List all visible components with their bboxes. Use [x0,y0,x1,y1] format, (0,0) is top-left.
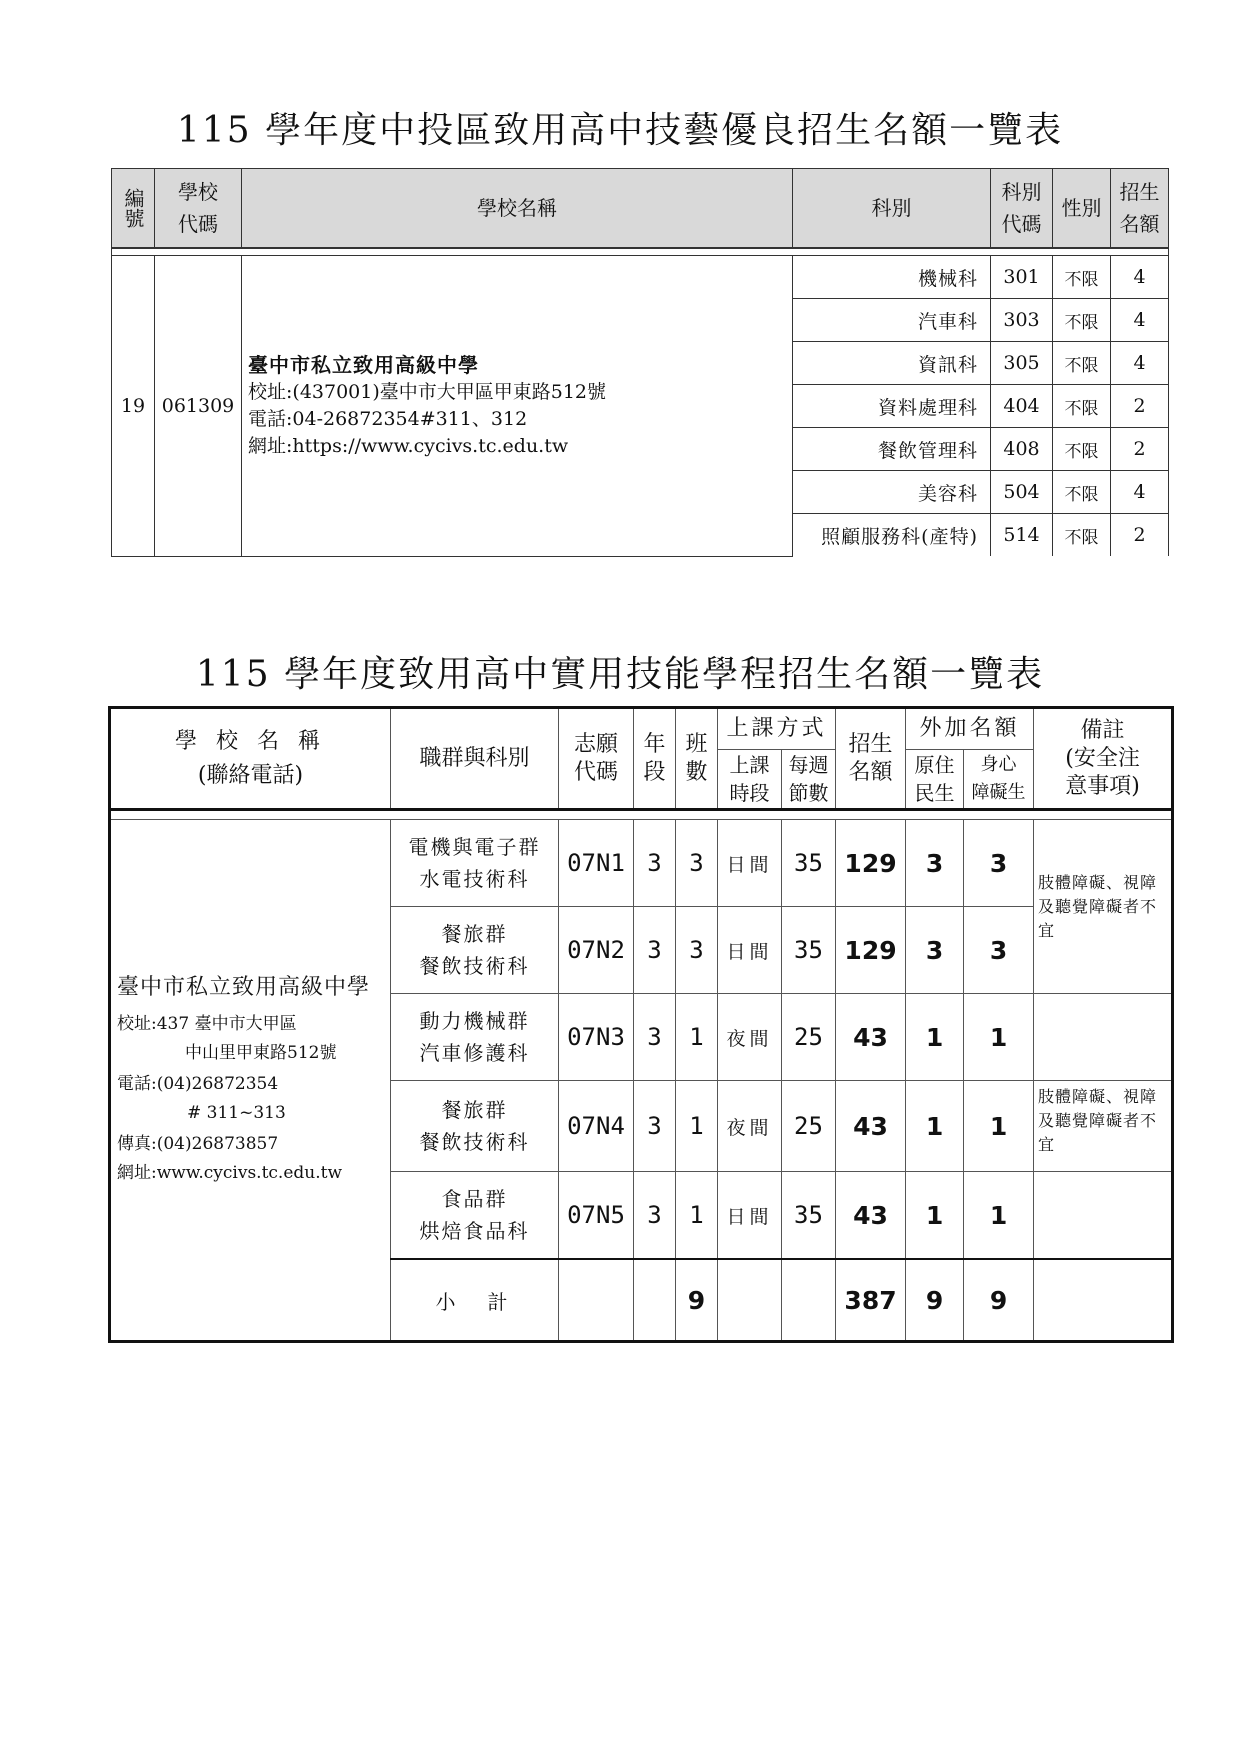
disabled-quota: 1 [964,994,1034,1081]
session: 夜間 [718,994,782,1081]
header-classes: 班 數 [676,708,718,810]
table1-separator [112,248,1169,256]
total-empty [634,1259,676,1342]
header-dept-code: 科別代碼 [991,169,1053,249]
indigenous-quota: 1 [906,1172,964,1260]
dept-name: 資訊科 [793,342,991,385]
program-dept: 餐飲技術科 [419,954,530,978]
header-school-code: 學校代碼 [155,169,242,249]
school-name: 臺中市私立致用高級中學 [117,974,371,1000]
quota: 4 [1111,471,1169,514]
dept-code: 408 [991,428,1053,471]
practical-skills-table [108,706,1174,1343]
gender: 不限 [1053,299,1111,342]
school-info [242,256,793,557]
quota: 2 [1111,385,1169,428]
indigenous-quota: 1 [906,1081,964,1172]
wish-code: 07N5 [559,1172,634,1260]
weekly: 35 [782,820,836,907]
total-quota: 387 [836,1259,906,1342]
program [391,907,559,994]
school-address: 校址:(437001)臺中市大甲區甲東路512號 [248,380,607,403]
program-dept: 汽車修護科 [419,1041,530,1065]
quota: 2 [1111,428,1169,471]
header-program: 職群與科別 [391,708,559,810]
wish-code: 07N4 [559,1081,634,1172]
total-disabled: 9 [964,1259,1034,1342]
program-group: 食品群 [441,1187,508,1211]
school-phone: 電話:(04)26872354 [117,1073,279,1094]
grade: 3 [634,907,676,994]
classes: 1 [676,994,718,1081]
indigenous-quota: 3 [906,820,964,907]
dept-code: 504 [991,471,1053,514]
session: 日間 [718,1172,782,1260]
technical-admissions-table [111,168,1169,557]
header-extra: 外加名額 [906,708,1034,750]
table-row [110,820,1173,907]
gender: 不限 [1053,471,1111,514]
indigenous-quota: 3 [906,907,964,994]
header-school: 學 校 名 稱 (聯絡電話) [110,708,391,810]
header-school-name: 學校名稱 [242,169,793,249]
table2-separator [110,810,1173,820]
grade: 3 [634,994,676,1081]
dept-name: 資料處理科 [793,385,991,428]
table2-title: 115 學年度致用高中實用技能學程招生名額一覽表 [195,654,1045,695]
disabled-quota: 3 [964,907,1034,994]
header-method: 上課方式 [718,708,836,750]
program-group: 電機與電子群 [408,835,541,859]
grade: 3 [634,1081,676,1172]
total-empty [559,1259,634,1342]
school-phone-ext: # 311~313 [187,1102,286,1123]
table-row [112,256,1169,299]
program [391,1172,559,1260]
table1-title: 115 學年度中投區致用高中技藝優良招生名額一覽表 [176,110,1064,151]
program [391,1081,559,1172]
weekly: 25 [782,994,836,1081]
header-remark: 備註 (安全注 意事項) [1034,708,1173,810]
dept-code: 301 [991,256,1053,299]
quota: 4 [1111,342,1169,385]
grade: 3 [634,820,676,907]
header-quota: 招生名額 [1111,169,1169,249]
program-group: 動力機械群 [419,1009,530,1033]
quota: 2 [1111,514,1169,557]
remark-a: 肢體障礙、視障及聽覺障礙者不宜 [1034,820,1173,994]
program-dept: 餐飲技術科 [419,1130,530,1154]
grade: 3 [634,1172,676,1260]
header-wish-code: 志願 代碼 [559,708,634,810]
school-website: 網址:https://www.cycivs.tc.edu.tw [248,434,569,457]
school-website: 網址:www.cycivs.tc.edu.tw [117,1162,343,1183]
gender: 不限 [1053,385,1111,428]
gender: 不限 [1053,428,1111,471]
weekly: 35 [782,907,836,994]
session: 日間 [718,820,782,907]
classes: 1 [676,1081,718,1172]
dept-name: 餐飲管理科 [793,428,991,471]
school-address-line2: 中山里甲東路512號 [185,1042,337,1063]
total-classes: 9 [676,1259,718,1342]
quota: 4 [1111,256,1169,299]
quota: 4 [1111,299,1169,342]
program [391,820,559,907]
dept-name: 機械科 [793,256,991,299]
header-disabled: 身心 障礙生 [964,750,1034,810]
dept-code: 514 [991,514,1053,557]
table2-header-row-1 [110,708,1173,750]
header-grade: 年 段 [634,708,676,810]
header-weekly: 每週 節數 [782,750,836,810]
program-dept: 水電技術科 [419,867,530,891]
dept-code: 404 [991,385,1053,428]
total-empty [718,1259,782,1342]
school-name: 臺中市私立致用高級中學 [248,352,479,377]
header-dept: 科別 [793,169,991,249]
weekly: 35 [782,1172,836,1260]
header-no: 編號 [112,169,155,249]
program-group: 餐旅群 [441,922,508,946]
remark-empty [1034,994,1173,1081]
school-phone: 電話:04-26872354#311、312 [248,407,528,430]
header-session: 上課 時段 [718,750,782,810]
gender: 不限 [1053,514,1111,557]
disabled-quota: 3 [964,820,1034,907]
total-empty [782,1259,836,1342]
program [391,994,559,1081]
program-group: 餐旅群 [441,1098,508,1122]
remark-b: 肢體障礙、視障及聽覺障礙者不宜 [1034,1081,1173,1172]
weekly: 25 [782,1081,836,1172]
remark-empty [1034,1172,1173,1260]
school-code: 061309 [155,256,242,557]
wish-code: 07N2 [559,907,634,994]
school-info [110,820,391,1342]
disabled-quota: 1 [964,1081,1034,1172]
dept-name: 美容科 [793,471,991,514]
total-empty [1034,1259,1173,1342]
wish-code: 07N3 [559,994,634,1081]
classes: 3 [676,820,718,907]
program-dept: 烘焙食品科 [419,1219,530,1243]
session: 日間 [718,907,782,994]
header-gender: 性別 [1053,169,1111,249]
gender: 不限 [1053,256,1111,299]
quota: 43 [836,994,906,1081]
dept-name: 汽車科 [793,299,991,342]
quota: 43 [836,1172,906,1260]
total-indigenous: 9 [906,1259,964,1342]
header-quota: 招生 名額 [836,708,906,810]
classes: 3 [676,907,718,994]
total-label: 小 計 [391,1259,559,1342]
gender: 不限 [1053,342,1111,385]
session: 夜間 [718,1081,782,1172]
header-indigenous: 原住 民生 [906,750,964,810]
quota: 129 [836,820,906,907]
wish-code: 07N1 [559,820,634,907]
indigenous-quota: 1 [906,994,964,1081]
dept-code: 303 [991,299,1053,342]
quota: 43 [836,1081,906,1172]
dept-name: 照顧服務科(產特) [793,514,991,557]
disabled-quota: 1 [964,1172,1034,1260]
row-number: 19 [112,256,155,557]
quota: 129 [836,907,906,994]
dept-code: 305 [991,342,1053,385]
school-address: 校址:437 臺中市大甲區 [117,1013,297,1034]
classes: 1 [676,1172,718,1260]
table1-header-row [112,169,1169,249]
school-fax: 傳真:(04)26873857 [117,1133,279,1154]
